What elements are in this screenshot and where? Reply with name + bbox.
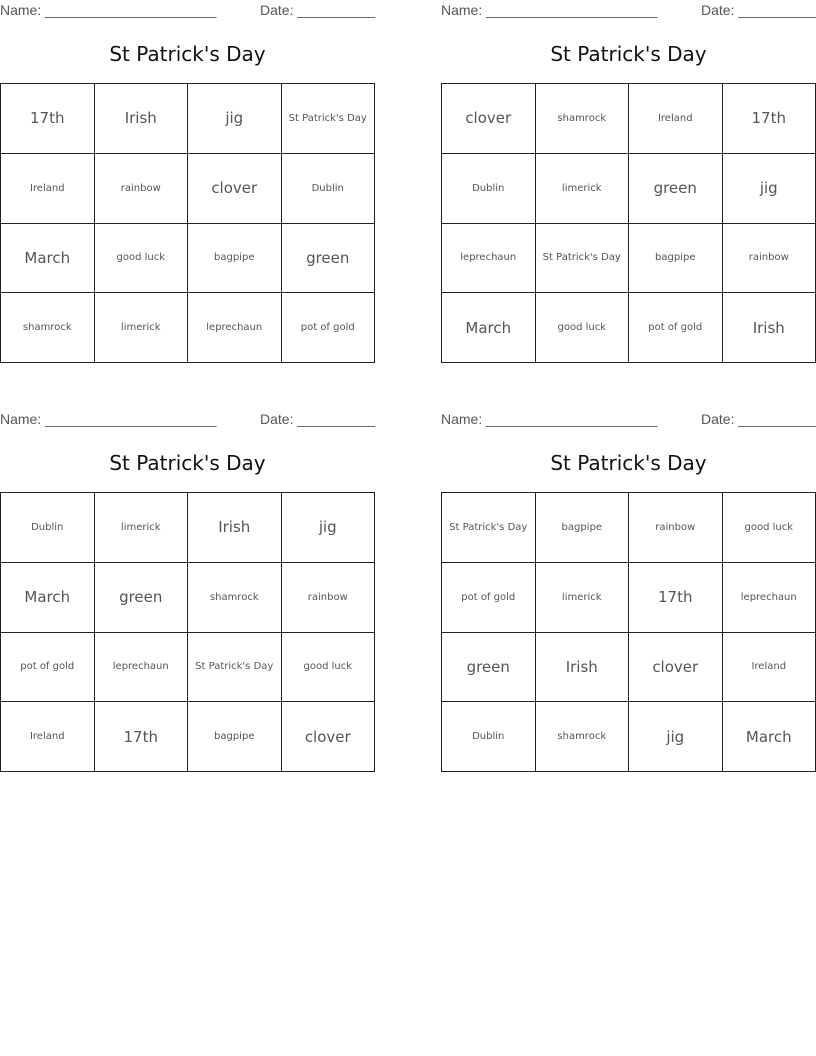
card-header [0, 0, 375, 20]
bingo-grid [0, 83, 375, 363]
bingo-cell[interactable]: green [629, 154, 723, 224]
bingo-cell[interactable]: Ireland [1, 702, 95, 772]
bingo-cell[interactable]: green [95, 563, 189, 633]
bingo-cell[interactable]: good luck [282, 633, 376, 703]
bingo-cell[interactable]: 17th [95, 702, 189, 772]
card-header [0, 409, 375, 429]
bingo-cell[interactable]: jig [282, 493, 376, 563]
bingo-cell[interactable]: March [442, 293, 536, 363]
bingo-cell[interactable]: bagpipe [188, 224, 282, 294]
card-title: St Patrick's Day [109, 42, 266, 66]
bingo-cell[interactable]: leprechaun [442, 224, 536, 294]
bingo-cell[interactable]: good luck [723, 493, 816, 563]
card-header [441, 409, 816, 429]
bingo-cell[interactable]: March [1, 563, 95, 633]
bingo-cell[interactable]: St Patrick's Day [282, 84, 376, 154]
bingo-cell[interactable]: Ireland [723, 633, 816, 703]
bingo-cell[interactable]: limerick [536, 154, 630, 224]
card-header [441, 0, 816, 20]
bingo-cell[interactable]: jig [723, 154, 816, 224]
bingo-cell[interactable]: Dublin [442, 702, 536, 772]
bingo-cell[interactable]: Irish [723, 293, 816, 363]
bingo-grid [441, 492, 816, 772]
date-field[interactable]: Date: __________ [701, 2, 816, 18]
bingo-cell[interactable]: 17th [1, 84, 95, 154]
bingo-cell[interactable]: pot of gold [629, 293, 723, 363]
bingo-cell[interactable]: jig [188, 84, 282, 154]
date-field[interactable]: Date: __________ [260, 411, 376, 427]
bingo-grid [0, 492, 375, 772]
bingo-cell[interactable]: shamrock [188, 563, 282, 633]
name-field[interactable]: Name: ______________________ [0, 411, 217, 427]
bingo-cell[interactable]: rainbow [723, 224, 816, 294]
bingo-cell[interactable]: limerick [95, 493, 189, 563]
bingo-cell[interactable]: Ireland [629, 84, 723, 154]
bingo-cell[interactable]: clover [442, 84, 536, 154]
bingo-cell[interactable]: limerick [536, 563, 630, 633]
bingo-cell[interactable]: clover [282, 702, 376, 772]
bingo-cell[interactable]: rainbow [95, 154, 189, 224]
bingo-cell[interactable]: limerick [95, 293, 189, 363]
bingo-cell[interactable]: shamrock [1, 293, 95, 363]
bingo-cell[interactable]: shamrock [536, 84, 630, 154]
name-field[interactable]: Name: ______________________ [441, 2, 658, 18]
bingo-cell[interactable]: 17th [723, 84, 816, 154]
date-field[interactable]: Date: __________ [260, 2, 376, 18]
card-title: St Patrick's Day [109, 451, 266, 475]
bingo-cell[interactable]: Irish [95, 84, 189, 154]
bingo-grid [441, 83, 816, 363]
bingo-cell[interactable]: good luck [95, 224, 189, 294]
bingo-cell[interactable]: rainbow [629, 493, 723, 563]
bingo-cell[interactable]: Ireland [1, 154, 95, 224]
date-field[interactable]: Date: __________ [701, 411, 816, 427]
bingo-cell[interactable]: good luck [536, 293, 630, 363]
bingo-cell[interactable]: pot of gold [442, 563, 536, 633]
bingo-cell[interactable]: bagpipe [536, 493, 630, 563]
bingo-cell[interactable]: leprechaun [95, 633, 189, 703]
bingo-cell[interactable]: rainbow [282, 563, 376, 633]
bingo-cell[interactable]: St Patrick's Day [536, 224, 630, 294]
bingo-cell[interactable]: St Patrick's Day [442, 493, 536, 563]
bingo-cell[interactable]: shamrock [536, 702, 630, 772]
bingo-cell[interactable]: St Patrick's Day [188, 633, 282, 703]
bingo-cell[interactable]: pot of gold [282, 293, 376, 363]
bingo-cell[interactable]: clover [188, 154, 282, 224]
bingo-cell[interactable]: March [723, 702, 816, 772]
bingo-cell[interactable]: leprechaun [723, 563, 816, 633]
card-title: St Patrick's Day [550, 451, 707, 475]
bingo-cell[interactable]: Irish [536, 633, 630, 703]
name-field[interactable]: Name: ______________________ [0, 2, 217, 18]
bingo-cell[interactable]: Irish [188, 493, 282, 563]
bingo-cell[interactable]: jig [629, 702, 723, 772]
bingo-cell[interactable]: Dublin [442, 154, 536, 224]
name-field[interactable]: Name: ______________________ [441, 411, 658, 427]
bingo-cell[interactable]: green [442, 633, 536, 703]
bingo-cell[interactable]: bagpipe [188, 702, 282, 772]
bingo-cell[interactable]: March [1, 224, 95, 294]
bingo-cell[interactable]: clover [629, 633, 723, 703]
card-title: St Patrick's Day [550, 42, 707, 66]
bingo-cell[interactable]: Dublin [282, 154, 376, 224]
bingo-cell[interactable]: pot of gold [1, 633, 95, 703]
bingo-cell[interactable]: 17th [629, 563, 723, 633]
bingo-cell[interactable]: bagpipe [629, 224, 723, 294]
bingo-cell[interactable]: Dublin [1, 493, 95, 563]
bingo-cell[interactable]: green [282, 224, 376, 294]
bingo-cell[interactable]: leprechaun [188, 293, 282, 363]
